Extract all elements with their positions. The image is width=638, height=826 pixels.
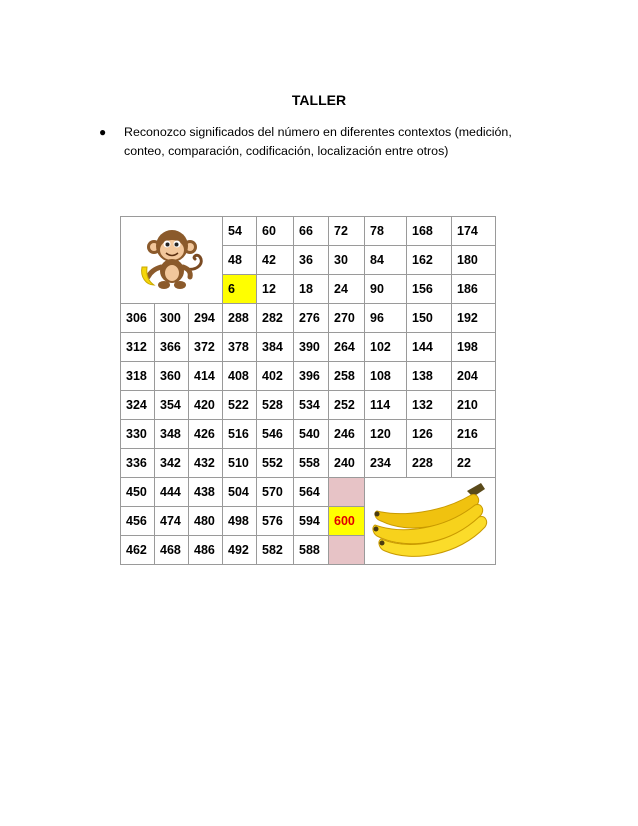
grid-cell: 102 (365, 333, 407, 362)
grid-cell: 450 (121, 478, 155, 507)
grid-cell: 192 (452, 304, 496, 333)
grid-cell: 318 (121, 362, 155, 391)
grid-cell: 516 (223, 420, 257, 449)
grid-cell: 432 (189, 449, 223, 478)
grid-cell: 270 (329, 304, 365, 333)
grid-cell: 372 (189, 333, 223, 362)
grid-cell: 456 (121, 507, 155, 536)
grid-cell: 228 (407, 449, 452, 478)
grid-cell: 306 (121, 304, 155, 333)
grid-cell: 522 (223, 391, 257, 420)
grid-cell: 78 (365, 217, 407, 246)
grid-cell: 138 (407, 362, 452, 391)
grid-cell: 48 (223, 246, 257, 275)
grid-cell: 468 (155, 536, 189, 565)
grid-cell: 108 (365, 362, 407, 391)
grid-cell: 582 (257, 536, 294, 565)
grid-cell: 282 (257, 304, 294, 333)
grid-cell: 264 (329, 333, 365, 362)
grid-cell: 162 (407, 246, 452, 275)
grid-cell: 360 (155, 362, 189, 391)
grid-cell: 486 (189, 536, 223, 565)
grid-cell: 120 (365, 420, 407, 449)
bullet-text (124, 123, 544, 161)
grid-cell: 126 (407, 420, 452, 449)
banana-image-cell (365, 478, 496, 565)
grid-cell: 528 (257, 391, 294, 420)
table-row (121, 391, 496, 420)
grid-cell: 414 (189, 362, 223, 391)
grid-cell: 90 (365, 275, 407, 304)
grid-cell: 288 (223, 304, 257, 333)
bullet-dot-icon: ● (99, 125, 107, 139)
grid-cell: 240 (329, 449, 365, 478)
grid-cell: 216 (452, 420, 496, 449)
grid-cell: 402 (257, 362, 294, 391)
grid-cell: 246 (329, 420, 365, 449)
grid-cell: 534 (294, 391, 329, 420)
grid-cell: 294 (189, 304, 223, 333)
table-row (121, 478, 496, 507)
grid-cell: 36 (294, 246, 329, 275)
grid-cell: 462 (121, 536, 155, 565)
grid-cell: 438 (189, 478, 223, 507)
number-grid (120, 216, 496, 565)
grid-cell: 426 (189, 420, 223, 449)
grid-cell: 570 (257, 478, 294, 507)
grid-cell: 330 (121, 420, 155, 449)
grid-cell: 96 (365, 304, 407, 333)
grid-cell-highlighted: 600 (329, 507, 365, 536)
grid-cell: 378 (223, 333, 257, 362)
grid-cell: 24 (329, 275, 365, 304)
grid-cell: 396 (294, 362, 329, 391)
grid-cell: 198 (452, 333, 496, 362)
grid-cell: 336 (121, 449, 155, 478)
banana-icon (371, 481, 495, 561)
grid-cell: 390 (294, 333, 329, 362)
bullet-line-2: conteo, comparación, codificación, localización entre otros) (124, 144, 449, 158)
monkey-icon (134, 227, 214, 293)
grid-cell: 42 (257, 246, 294, 275)
table-row (121, 420, 496, 449)
grid-cell: 444 (155, 478, 189, 507)
grid-cell: 186 (452, 275, 496, 304)
grid-cell: 540 (294, 420, 329, 449)
grid-cell: 66 (294, 217, 329, 246)
grid-cell: 510 (223, 449, 257, 478)
grid-cell: 408 (223, 362, 257, 391)
grid-cell: 258 (329, 362, 365, 391)
grid-cell: 564 (294, 478, 329, 507)
grid-cell: 504 (223, 478, 257, 507)
grid-cell: 72 (329, 217, 365, 246)
grid-cell: 498 (223, 507, 257, 536)
grid-cell: 204 (452, 362, 496, 391)
grid-cell: 114 (365, 391, 407, 420)
grid-cell: 366 (155, 333, 189, 362)
grid-cell: 312 (121, 333, 155, 362)
grid-cell: 594 (294, 507, 329, 536)
grid-cell-highlighted: 6 (223, 275, 257, 304)
grid-cell: 54 (223, 217, 257, 246)
grid-cell: 168 (407, 217, 452, 246)
grid-cell: 324 (121, 391, 155, 420)
grid-cell: 552 (257, 449, 294, 478)
grid-cell: 576 (257, 507, 294, 536)
grid-cell: 180 (452, 246, 496, 275)
grid-cell: 132 (407, 391, 452, 420)
grid-cell: 150 (407, 304, 452, 333)
grid-cell: 354 (155, 391, 189, 420)
grid-cell: 174 (452, 217, 496, 246)
grid-cell: 300 (155, 304, 189, 333)
grid-cell: 384 (257, 333, 294, 362)
grid-cell: 210 (452, 391, 496, 420)
page-title: TALLER (291, 92, 347, 108)
bullet-line-1: Reconozco significados del número en diferentes contextos (medición, (124, 125, 512, 139)
grid-cell-empty (329, 478, 365, 507)
grid-cell: 22 (452, 449, 496, 478)
table-row (121, 304, 496, 333)
grid-cell: 60 (257, 217, 294, 246)
grid-cell: 474 (155, 507, 189, 536)
grid-cell: 84 (365, 246, 407, 275)
grid-cell: 546 (257, 420, 294, 449)
grid-cell: 348 (155, 420, 189, 449)
grid-cell-empty (329, 536, 365, 565)
table-row (121, 333, 496, 362)
grid-cell: 30 (329, 246, 365, 275)
grid-cell: 18 (294, 275, 329, 304)
table-row (121, 217, 496, 246)
grid-cell: 252 (329, 391, 365, 420)
grid-cell: 156 (407, 275, 452, 304)
grid-cell: 144 (407, 333, 452, 362)
table-row (121, 449, 496, 478)
table-row (121, 362, 496, 391)
monkey-image-cell (121, 217, 223, 304)
grid-cell: 420 (189, 391, 223, 420)
grid-cell: 480 (189, 507, 223, 536)
grid-cell: 492 (223, 536, 257, 565)
grid-cell: 558 (294, 449, 329, 478)
grid-cell: 342 (155, 449, 189, 478)
grid-cell: 234 (365, 449, 407, 478)
grid-cell: 276 (294, 304, 329, 333)
grid-cell: 588 (294, 536, 329, 565)
grid-cell: 12 (257, 275, 294, 304)
